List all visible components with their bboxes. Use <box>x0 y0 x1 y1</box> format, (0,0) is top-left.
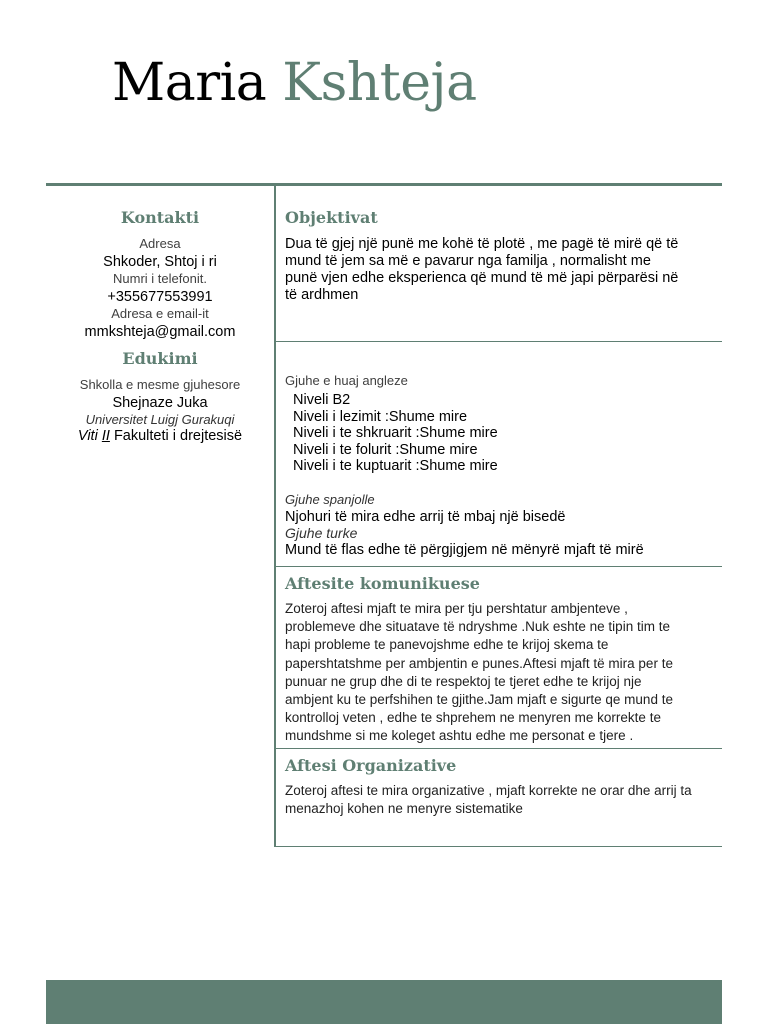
communication-line: Zoteroj aftesi mjaft te mira per tju pershtatur ambjenteve , <box>285 601 628 616</box>
communication-line: problemeve dhe situatave të ndryshme .Nuk eshte ne tipin tim te <box>285 619 670 635</box>
contact-heading: Kontakti <box>120 208 200 227</box>
communication-text <box>285 600 715 746</box>
email-label: Adresa e email-it <box>111 306 209 321</box>
divider-objective <box>276 341 722 342</box>
year-prefix: Viti <box>77 428 98 444</box>
candidate-name <box>112 50 477 116</box>
objective-heading: Objektivat <box>285 208 378 227</box>
objective-line: punë vjen edhe eksperienca që mund të më japi përparësi në <box>285 270 679 286</box>
communication-heading: Aftesite komunikuese <box>285 574 480 593</box>
email-value: mmkshteja@gmail.com <box>84 324 236 340</box>
communication-line: hapi probleme te panevojshme edhe te krijoj skema te <box>285 637 609 653</box>
divider-languages <box>276 566 722 567</box>
communication-line: ambjent ku te perfshihen te gjithe.Jam mjaft e sigurte qe mund te <box>285 692 673 708</box>
english-title: Gjuhe e huaj angleze <box>285 373 408 388</box>
organizational-line: Zoteroj aftesi te mira organizative , mjaft korrekte ne orar dhe arrij ta <box>285 783 692 798</box>
spanish-text: Njohuri të mira edhe arrij të mbaj një bisedë <box>285 509 566 525</box>
english-level: Niveli B2 <box>293 392 351 408</box>
year-value: II <box>101 428 110 444</box>
address-value: Shkoder, Shtoj i ri <box>103 254 217 270</box>
organizational-line: menazhoj kohen ne menyre sistematike <box>285 801 523 817</box>
top-divider <box>46 183 722 186</box>
address-label: Adresa <box>139 236 181 251</box>
footer-bar <box>46 980 722 1024</box>
phone-value: +355677553991 <box>107 289 213 305</box>
objective-line: mund të jem sa më e pavarur nga familja , normalisht me <box>285 253 651 269</box>
english-level: Niveli i te shkruarit :Shume mire <box>293 425 498 441</box>
english-level: Niveli i te kuptuarit :Shume mire <box>293 458 498 474</box>
english-levels <box>293 392 723 475</box>
faculty-name: Fakulteti i drejtesisë <box>113 428 243 444</box>
turkish-title: Gjuhe turke <box>285 525 358 541</box>
year-faculty <box>46 428 274 444</box>
turkish-text: Mund të flas edhe të përgjigjem në mënyrë mjaft të mirë <box>285 542 644 558</box>
english-level: Niveli i te folurit :Shume mire <box>293 441 478 458</box>
communication-line: kontrolloj veten , edhe te shprehem ne menyren me korrekte te <box>285 710 661 726</box>
phone-label: Numri i telefonit. <box>113 271 207 286</box>
spanish-title: Gjuhe spanjolle <box>285 492 375 507</box>
communication-line: punuar ne grup dhe di te respektoj te tjeret edhe te krijoj nje <box>285 673 642 689</box>
objective-line: të ardhmen <box>285 287 359 303</box>
school-type: Shkolla e mesme gjuhesore <box>79 377 241 392</box>
first-name: Maria <box>112 53 267 113</box>
organizational-heading: Aftesi Organizative <box>285 756 457 775</box>
objective-line: Dua të gjej një punë me kohë të plotë , me pagë të mirë që të <box>285 236 679 252</box>
last-name: Kshteja <box>282 53 477 113</box>
objective-text <box>285 236 715 304</box>
english-level: Niveli i lezimit :Shume mire <box>293 408 468 425</box>
school-name: Shejnaze Juka <box>112 395 208 411</box>
university-name: Universitet Luigj Gurakuqi <box>85 412 235 427</box>
divider-communication <box>276 748 722 749</box>
organizational-text <box>285 782 721 818</box>
communication-line: papershtatshme per ambjentin e punes.Aftesi mjaft të mira per te <box>285 655 673 671</box>
communication-line: mundshme si me koleget ashtu edhe me personat e tjere . <box>285 728 634 744</box>
divider-organizational <box>276 846 722 847</box>
education-heading: Edukimi <box>122 349 198 368</box>
